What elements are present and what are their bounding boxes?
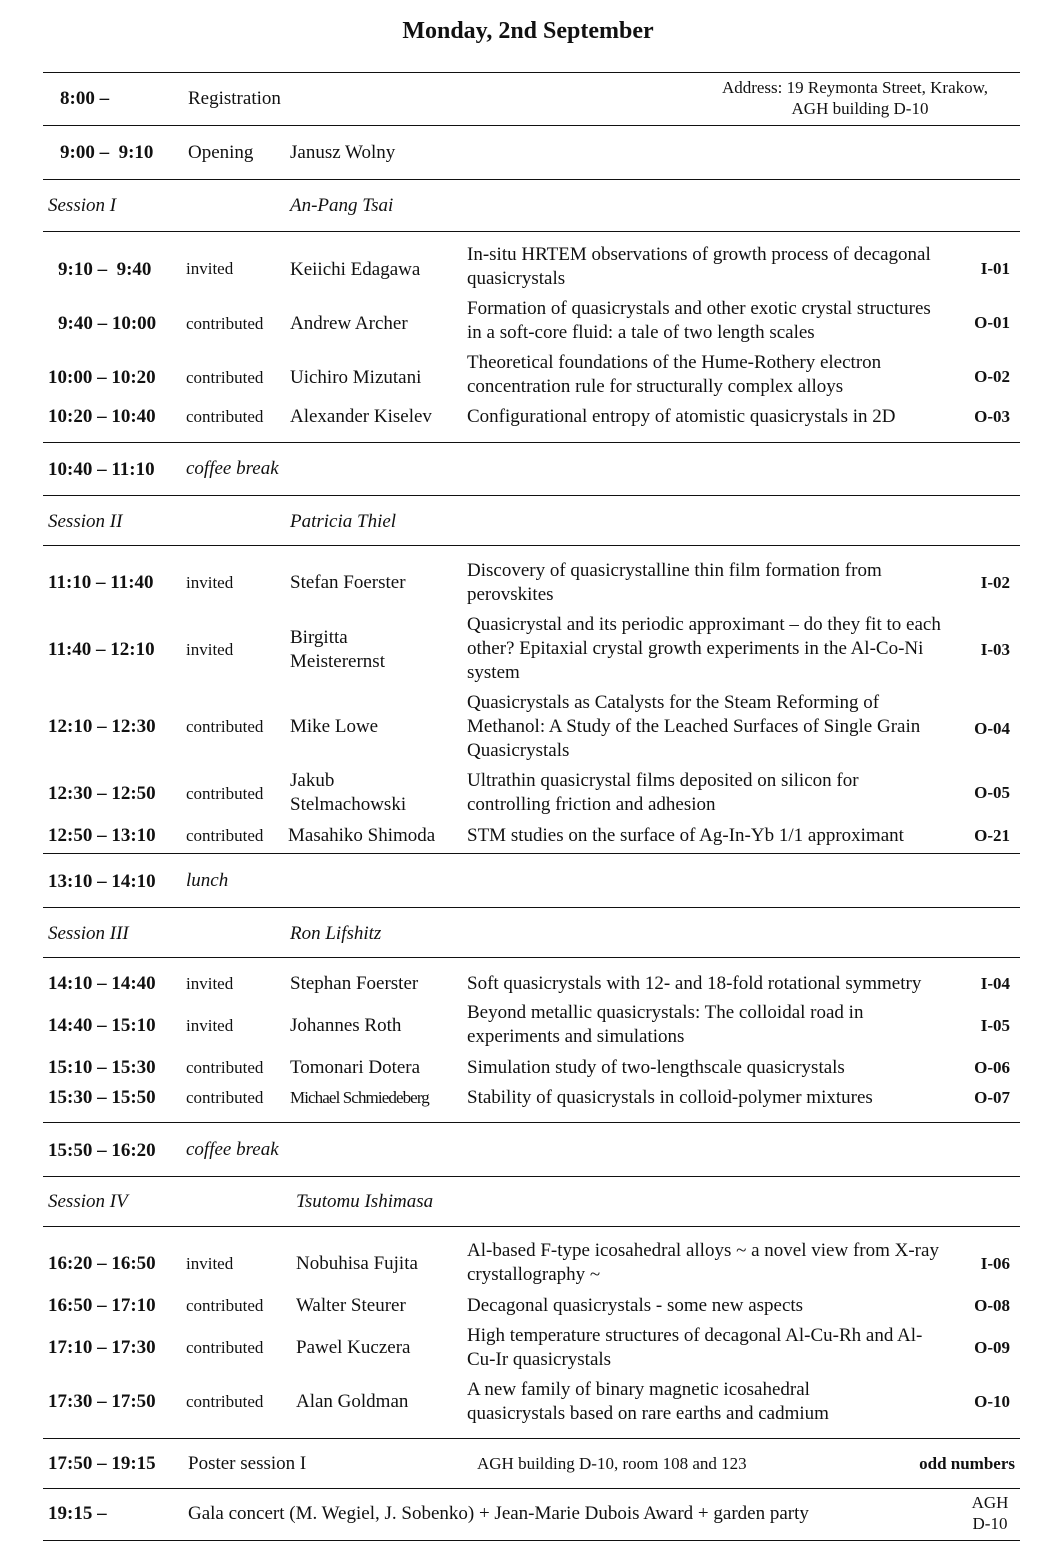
time: 10:20 – 10:40 [48, 406, 156, 427]
talk-title: Simulation study of two-lengthscale quasicrystals [467, 1057, 845, 1078]
time: 9:10 – 9:40 [58, 259, 152, 280]
talk-title: Beyond metallic quasicrystals: The colloidal road in experiments and simulations [467, 1002, 864, 1047]
talk-title: Stability of quasicrystals in colloid-polymer mixtures [467, 1087, 873, 1108]
time: 9:40 – 10:00 [58, 313, 157, 334]
talk-type: contributed [186, 368, 264, 387]
time: 17:10 – 17:30 [48, 1337, 156, 1358]
time: 17:30 – 17:50 [48, 1391, 156, 1412]
speaker: Johannes Roth [290, 1015, 402, 1036]
speaker: Alan Goldman [296, 1391, 409, 1412]
talk-type: contributed [186, 1392, 264, 1411]
divider [43, 853, 1020, 854]
talk-title: Decagonal quasicrystals - some new aspects [467, 1295, 804, 1316]
time: 13:10 – 14:10 [48, 871, 156, 892]
talk-type: contributed [186, 784, 264, 803]
time: 16:50 – 17:10 [48, 1295, 156, 1316]
session-chair: Patricia Thiel [290, 511, 397, 532]
divider [43, 495, 1020, 496]
speaker: Pawel Kuczera [296, 1337, 411, 1358]
speaker: Alexander Kiselev [290, 406, 432, 427]
speaker: Stephan Foerster [290, 973, 419, 994]
session-chair: Tsutomu Ishimasa [296, 1191, 434, 1212]
time: 12:30 – 12:50 [48, 783, 156, 804]
divider [43, 179, 1020, 180]
divider [43, 1226, 1020, 1227]
break-label: coffee break [186, 1139, 279, 1160]
talk-code: I-05 [980, 1016, 1010, 1035]
time: 12:50 – 13:10 [48, 825, 156, 846]
time: 10:00 – 10:20 [48, 367, 156, 388]
gala-label: Gala concert (M. Wegiel, J. Sobenko) + Jean-Marie Dubois Award + garden party [188, 1503, 809, 1524]
opening-label: Opening [188, 142, 254, 163]
speaker: Masahiko Shimoda [288, 825, 436, 846]
talk-title: Theoretical foundations of the Hume-Rothery electron concentration rule for structurally complex alloys [467, 352, 882, 397]
page-title: Monday, 2nd September [402, 18, 654, 44]
talk-title: High temperature structures of decagonal Al-Cu-Rh and Al-Cu-Ir quasicrystals [467, 1325, 923, 1370]
divider [43, 125, 1020, 126]
speaker: Janusz Wolny [290, 142, 396, 163]
session-label: Session I [48, 195, 117, 216]
talk-type: invited [186, 640, 234, 659]
registration-label: Registration [188, 88, 281, 109]
lunch-label: lunch [186, 870, 229, 891]
session-label: Session III [48, 923, 129, 944]
talk-type: contributed [186, 407, 264, 426]
talk-type: contributed [186, 717, 264, 736]
divider [43, 231, 1020, 232]
speaker: Mike Lowe [290, 716, 379, 737]
talk-code: O-05 [974, 783, 1010, 802]
time: 11:40 – 12:10 [48, 639, 155, 660]
speaker: Stefan Foerster [290, 572, 406, 593]
time: 16:20 – 16:50 [48, 1253, 156, 1274]
divider [43, 72, 1020, 73]
time: 10:40 – 11:10 [48, 459, 155, 480]
talk-type: invited [186, 573, 234, 592]
time: 19:15 – [48, 1503, 107, 1524]
time: 11:10 – 11:40 [48, 572, 154, 593]
talk-title: Al-based F-type icosahedral alloys ~ a novel view from X-ray crystallography ~ [467, 1240, 939, 1285]
speaker: Michael Schmiedeberg [290, 1088, 429, 1107]
speaker: Walter Steurer [296, 1295, 406, 1316]
divider [43, 442, 1020, 443]
session-label: Session IV [48, 1191, 128, 1212]
time: 15:10 – 15:30 [48, 1057, 156, 1078]
session-chair: An-Pang Tsai [290, 195, 394, 216]
speaker: Tomonari Dotera [290, 1057, 421, 1078]
talk-code: O-06 [974, 1058, 1010, 1077]
time: 14:40 – 15:10 [48, 1015, 156, 1036]
time: 17:50 – 19:15 [48, 1453, 156, 1474]
talk-code: I-06 [980, 1254, 1010, 1273]
talk-title: Quasicrystal and its periodic approximant – do they fit to each other? Epitaxial crystal growth experiments in the Al-Co-Ni system [467, 614, 941, 683]
divider [43, 545, 1020, 546]
talk-code: I-04 [980, 974, 1010, 993]
talk-code: O-09 [974, 1338, 1010, 1357]
talk-title: A new family of binary magnetic icosahedral quasicrystals based on rare earths and cadmium [467, 1379, 829, 1424]
talk-title: In-situ HRTEM observations of growth process of decagonal quasicrystals [467, 244, 931, 289]
poster-location: AGH building D-10, room 108 and 123 [477, 1454, 747, 1473]
talk-type: invited [186, 1254, 234, 1273]
talk-code: O-08 [974, 1296, 1010, 1315]
time: 9:00 – 9:10 [60, 142, 154, 163]
talk-type: contributed [186, 314, 264, 333]
talk-code: I-03 [980, 640, 1010, 659]
break-label: coffee break [186, 458, 279, 479]
talk-type: invited [186, 974, 234, 993]
gala-place: AGH [971, 1493, 1009, 1512]
talk-title: STM studies on the surface of Ag-In-Yb 1/1 approximant [467, 825, 904, 846]
talk-type: invited [186, 259, 234, 278]
address-line: Address: 19 Reymonta Street, Krakow, [721, 78, 989, 97]
talk-type: contributed [186, 1058, 264, 1077]
divider [43, 1540, 1020, 1541]
talk-type: contributed [186, 1338, 264, 1357]
talk-type: contributed [186, 1088, 264, 1107]
talk-title: Ultrathin quasicrystal films deposited on silicon for controlling friction and adhesion [467, 770, 859, 815]
talk-title: Formation of quasicrystals and other exotic crystal structures in a soft-core fluid: a tale of two length scales [467, 298, 931, 343]
address-line: AGH building D-10 [791, 99, 929, 118]
talk-code: O-03 [974, 407, 1010, 426]
time: 12:10 – 12:30 [48, 716, 156, 737]
speaker: Birgitta Meisterernst [290, 627, 385, 672]
session-chair: Ron Lifshitz [290, 923, 382, 944]
talk-code: O-04 [974, 719, 1010, 738]
talk-code: O-21 [974, 826, 1010, 845]
gala-place: D-10 [972, 1514, 1008, 1533]
session-label: Session II [48, 511, 123, 532]
speaker: Keiichi Edagawa [290, 259, 421, 280]
speaker: Andrew Archer [290, 313, 408, 334]
talk-code: O-10 [974, 1392, 1010, 1411]
talk-code: O-01 [974, 313, 1010, 332]
divider [43, 1488, 1020, 1489]
speaker: Nobuhisa Fujita [296, 1253, 418, 1274]
time: 15:30 – 15:50 [48, 1087, 156, 1108]
talk-code: I-02 [980, 573, 1010, 592]
talk-code: I-01 [980, 259, 1010, 278]
divider [43, 1176, 1020, 1177]
talk-type: contributed [186, 1296, 264, 1315]
talk-title: Configurational entropy of atomistic quasicrystals in 2D [467, 406, 896, 427]
speaker: Jakub Stelmachowski [290, 770, 407, 815]
talk-title: Soft quasicrystals with 12- and 18-fold rotational symmetry [467, 973, 922, 994]
talk-type: contributed [186, 826, 264, 845]
talk-type: invited [186, 1016, 234, 1035]
talk-title: Discovery of quasicrystalline thin film formation from perovskites [467, 560, 882, 605]
time: 8:00 – [60, 88, 110, 109]
poster-note: odd numbers [919, 1454, 1015, 1473]
time: 15:50 – 16:20 [48, 1140, 156, 1161]
divider [43, 1122, 1020, 1123]
divider [43, 957, 1020, 958]
speaker: Uichiro Mizutani [290, 367, 422, 388]
talk-title: Quasicrystals as Catalysts for the Steam Reforming of Methanol: A Study of the Leached Surfaces of Single Grain Quasicrystals [467, 692, 921, 761]
talk-code: O-02 [974, 367, 1010, 386]
divider [43, 907, 1020, 908]
poster-label: Poster session I [188, 1453, 307, 1474]
time: 14:10 – 14:40 [48, 973, 156, 994]
divider [43, 1438, 1020, 1439]
talk-code: O-07 [974, 1088, 1010, 1107]
